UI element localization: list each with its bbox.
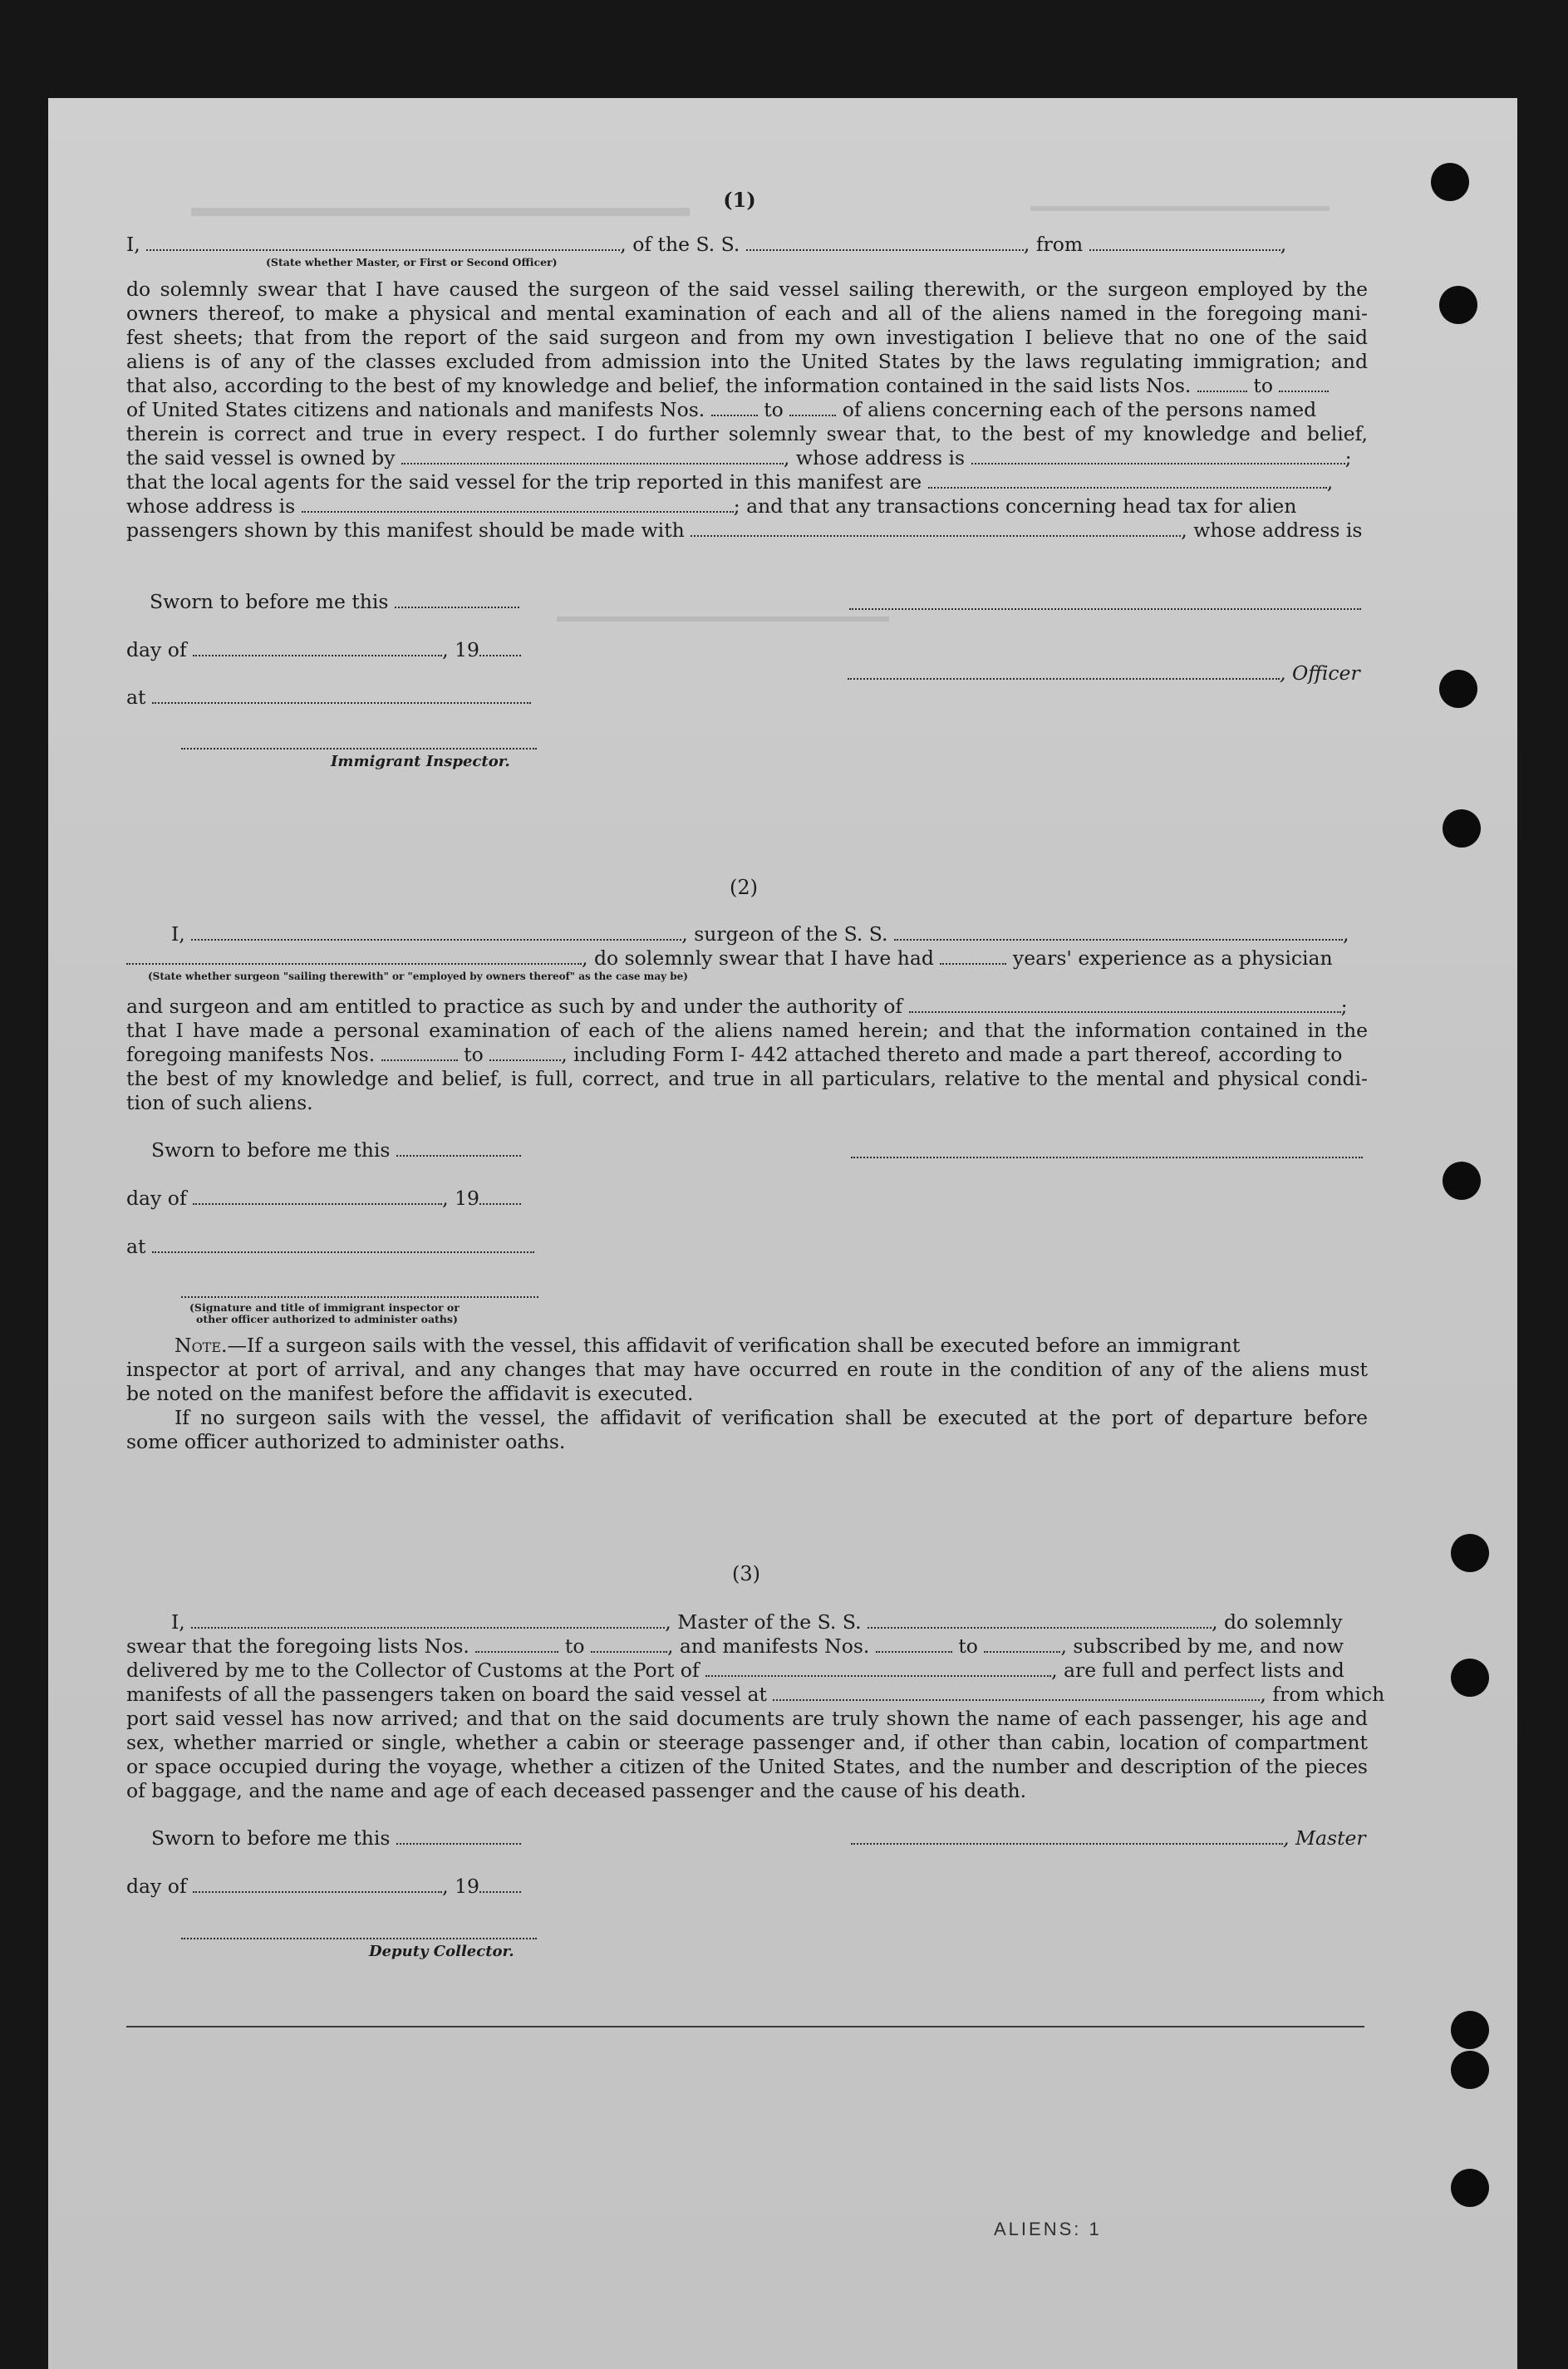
owner-field[interactable] xyxy=(401,448,784,464)
s2-at: at xyxy=(126,1235,1368,1259)
lists-from-field[interactable] xyxy=(1197,376,1247,392)
s3-month-field[interactable] xyxy=(193,1876,442,1893)
s2-line-3: and surgeon and am entitled to practice as such by and under the authority of ; xyxy=(126,995,1348,1018)
s2-line-2: , do solemnly swear that I have had years' experience as a physician xyxy=(126,946,1368,971)
s1-day-of: day of , 19 xyxy=(126,638,1368,662)
s3-deputy-label: Deputy Collector. xyxy=(369,1943,514,1960)
head-tax-agent-field[interactable] xyxy=(691,520,1181,537)
s1-line-11: whose address is ; and that any transactions concerning head tax for alien xyxy=(126,494,1297,518)
s2-note-4: If no surgeon sails with the vessel, the affidavit of verification shall be executed at the port of departure before xyxy=(174,1406,1368,1429)
s2-sig-caption-2: other officer authorized to administer oaths) xyxy=(196,1313,458,1325)
s1-at-field[interactable] xyxy=(152,687,531,704)
s1-month-field[interactable] xyxy=(193,640,442,656)
s2-line-7: tion of such aliens. xyxy=(126,1091,313,1114)
s1-year-field[interactable] xyxy=(479,640,521,656)
binder-hole xyxy=(1443,1162,1481,1200)
s2-vessel-field[interactable] xyxy=(894,924,1343,941)
s2-caption-state: (State whether surgeon "sailing therewith" or "employed by owners thereof" as the case may be) xyxy=(148,971,688,982)
s3-vessel-field[interactable] xyxy=(868,1612,1212,1629)
s2-note-1: Note.—If a surgeon sails with the vessel, this affidavit of verification shall be executed before an immigrant xyxy=(174,1334,1241,1357)
port-field[interactable] xyxy=(705,1660,1051,1677)
s3-day-of: day of , 19 xyxy=(126,1875,1368,1899)
years-experience-field[interactable] xyxy=(940,948,1006,965)
s3-line-1: I, , Master of the S. S. , do solemnly xyxy=(171,1610,1343,1634)
s2-at-field[interactable] xyxy=(152,1236,534,1253)
s3-deputy-line[interactable] xyxy=(181,1938,537,1939)
binder-hole xyxy=(1451,2051,1489,2089)
surgeon-type-field[interactable] xyxy=(126,948,582,965)
s1-line-10: that the local agents for the said vessel for the trip reported in this manifest are , xyxy=(126,470,1334,494)
binder-hole xyxy=(1451,1659,1489,1697)
section-2-number: (2) xyxy=(730,876,758,899)
s3-sworn-date-field[interactable] xyxy=(396,1828,521,1845)
s2-line-6: the best of my knowledge and belief, is full, correct, and true in all particulars, relative to the mental and physical condi- xyxy=(126,1067,1368,1090)
s2-line-1: I, , surgeon of the S. S. , xyxy=(171,922,1349,946)
s2-line-5: foregoing manifests Nos. to , including Form I- 442 attached thereto and made a part thereof, according to xyxy=(126,1043,1343,1066)
s3-line-8: of baggage, and the name and age of each deceased passenger and the cause of his death. xyxy=(126,1779,1027,1802)
surgeon-name-field[interactable] xyxy=(191,924,681,941)
s1-para-3: fest sheets; that from the report of the said surgeon and from my own investigation I believe that no one of the said xyxy=(126,326,1368,349)
s1-sworn: Sworn to before me this xyxy=(150,590,1391,614)
owner-address-field[interactable] xyxy=(971,448,1345,464)
s3-master: , Master xyxy=(851,1826,1369,1850)
s2-month-field[interactable] xyxy=(193,1188,442,1205)
lists-to-field[interactable] xyxy=(1279,376,1329,392)
s3-manifests-to-field[interactable] xyxy=(984,1636,1060,1653)
s1-para-5: that also, according to the best of my knowledge and belief, the information contained in the said lists Nos. to xyxy=(126,374,1368,398)
s3-line-6: sex, whether married or single, whether a cabin or steerage passenger and, if other than cabin, location of compartment xyxy=(126,1731,1368,1754)
s3-year-field[interactable] xyxy=(479,1876,521,1893)
s3-sworn: Sworn to before me this xyxy=(151,1826,1393,1850)
binder-hole xyxy=(1451,2011,1489,2049)
s2-manifest-to-field[interactable] xyxy=(489,1044,561,1061)
bottom-rule xyxy=(126,2026,1364,2027)
s2-sworn-date-field[interactable] xyxy=(396,1140,521,1157)
s1-para-1: do solemnly swear that I have caused the surgeon of the said vessel sailing therewith, or the surgeon employed by the xyxy=(126,278,1368,301)
s2-manifest-from-field[interactable] xyxy=(381,1044,458,1061)
s1-officer-sign-field[interactable] xyxy=(848,663,1280,680)
local-agents-field[interactable] xyxy=(928,472,1327,489)
s1-line-1: I, , of the S. S. , from , xyxy=(126,233,1287,256)
binder-hole xyxy=(1443,809,1481,848)
s3-lists-to-field[interactable] xyxy=(591,1636,667,1653)
s3-line-4: manifests of all the passengers taken on board the said vessel at , from which xyxy=(126,1683,1385,1706)
s2-signature-line[interactable] xyxy=(851,1157,1363,1158)
agents-address-field[interactable] xyxy=(302,496,734,513)
s1-inspector-line[interactable] xyxy=(181,748,537,750)
s1-caption-state: (State whether Master, or First or Second Officer) xyxy=(266,256,558,268)
s3-manifests-from-field[interactable] xyxy=(876,1636,952,1653)
s3-line-2: swear that the foregoing lists Nos. to , and manifests Nos. to , subscribed by me, and now xyxy=(126,1634,1344,1658)
manifests-to-field[interactable] xyxy=(789,400,836,416)
boarding-port-field[interactable] xyxy=(773,1684,1260,1701)
s3-line-5: port said vessel has now arrived; and that on the said documents are truly shown the name of each passenger, his age and xyxy=(126,1707,1368,1730)
section-1-number: (1) xyxy=(723,188,756,212)
s1-line-12: passengers shown by this manifest should be made with , whose address is xyxy=(126,519,1363,542)
s2-day-of: day of , 19 xyxy=(126,1187,1368,1211)
from-port-field[interactable] xyxy=(1089,234,1280,251)
s2-inspector-line[interactable] xyxy=(181,1296,538,1298)
s2-note-3: be noted on the manifest before the affidavit is executed. xyxy=(126,1382,694,1405)
s1-sworn-date-field[interactable] xyxy=(395,592,519,608)
s2-note-2: inspector at port of arrival, and any changes that may have occurred en route in the condition of any of the aliens must xyxy=(126,1358,1368,1381)
vessel-name-field[interactable] xyxy=(746,234,1024,251)
binder-hole xyxy=(1439,286,1477,324)
s2-sworn: Sworn to before me this xyxy=(151,1138,1393,1162)
binder-hole xyxy=(1451,2169,1489,2207)
s1-signature-line[interactable] xyxy=(849,608,1361,610)
s3-lists-from-field[interactable] xyxy=(475,1636,558,1653)
s3-master-sign-field[interactable] xyxy=(851,1828,1283,1845)
s1-line-7: of United States citizens and nationals and manifests Nos. to of aliens concerning each of the persons named xyxy=(126,398,1317,421)
s1-inspector-label: Immigrant Inspector. xyxy=(331,753,510,770)
master-name-field[interactable] xyxy=(191,1612,665,1629)
s1-line-8: therein is correct and true in every respect. I do further solemnly swear that, to the best of my knowledge and belief, xyxy=(126,422,1368,445)
s2-year-field[interactable] xyxy=(479,1188,521,1205)
practice-authority-field[interactable] xyxy=(909,996,1341,1013)
s2-note-5: some officer authorized to administer oaths. xyxy=(126,1430,566,1453)
footer-stamp: ALIENS: 1 xyxy=(994,2219,1102,2239)
s3-line-3: delivered by me to the Collector of Customs at the Port of , are full and perfect lists and xyxy=(126,1659,1344,1682)
s2-line-4: that I have made a personal examination of each of the aliens named herein; and that the information contained in the xyxy=(126,1019,1368,1042)
section-3-number: (3) xyxy=(732,1562,760,1585)
s1-para-4: aliens is of any of the classes excluded from admission into the United States by the laws regulating immigration; and xyxy=(126,350,1368,373)
s2-sig-caption-1: (Signature and title of immigrant inspector or xyxy=(189,1301,460,1314)
officer-name-field[interactable] xyxy=(146,234,620,251)
s1-line-9: the said vessel is owned by , whose address is ; xyxy=(126,446,1352,469)
s1-at: at xyxy=(126,686,1368,710)
manifests-from-field[interactable] xyxy=(711,400,758,416)
s3-line-7: or space occupied during the voyage, whether a citizen of the United States, and the number and description of the pieces xyxy=(126,1755,1368,1778)
s1-para-2: owners thereof, to make a physical and mental examination of each and all of the aliens named in the foregoing mani- xyxy=(126,302,1368,325)
s1-officer: , Officer xyxy=(848,661,1568,686)
